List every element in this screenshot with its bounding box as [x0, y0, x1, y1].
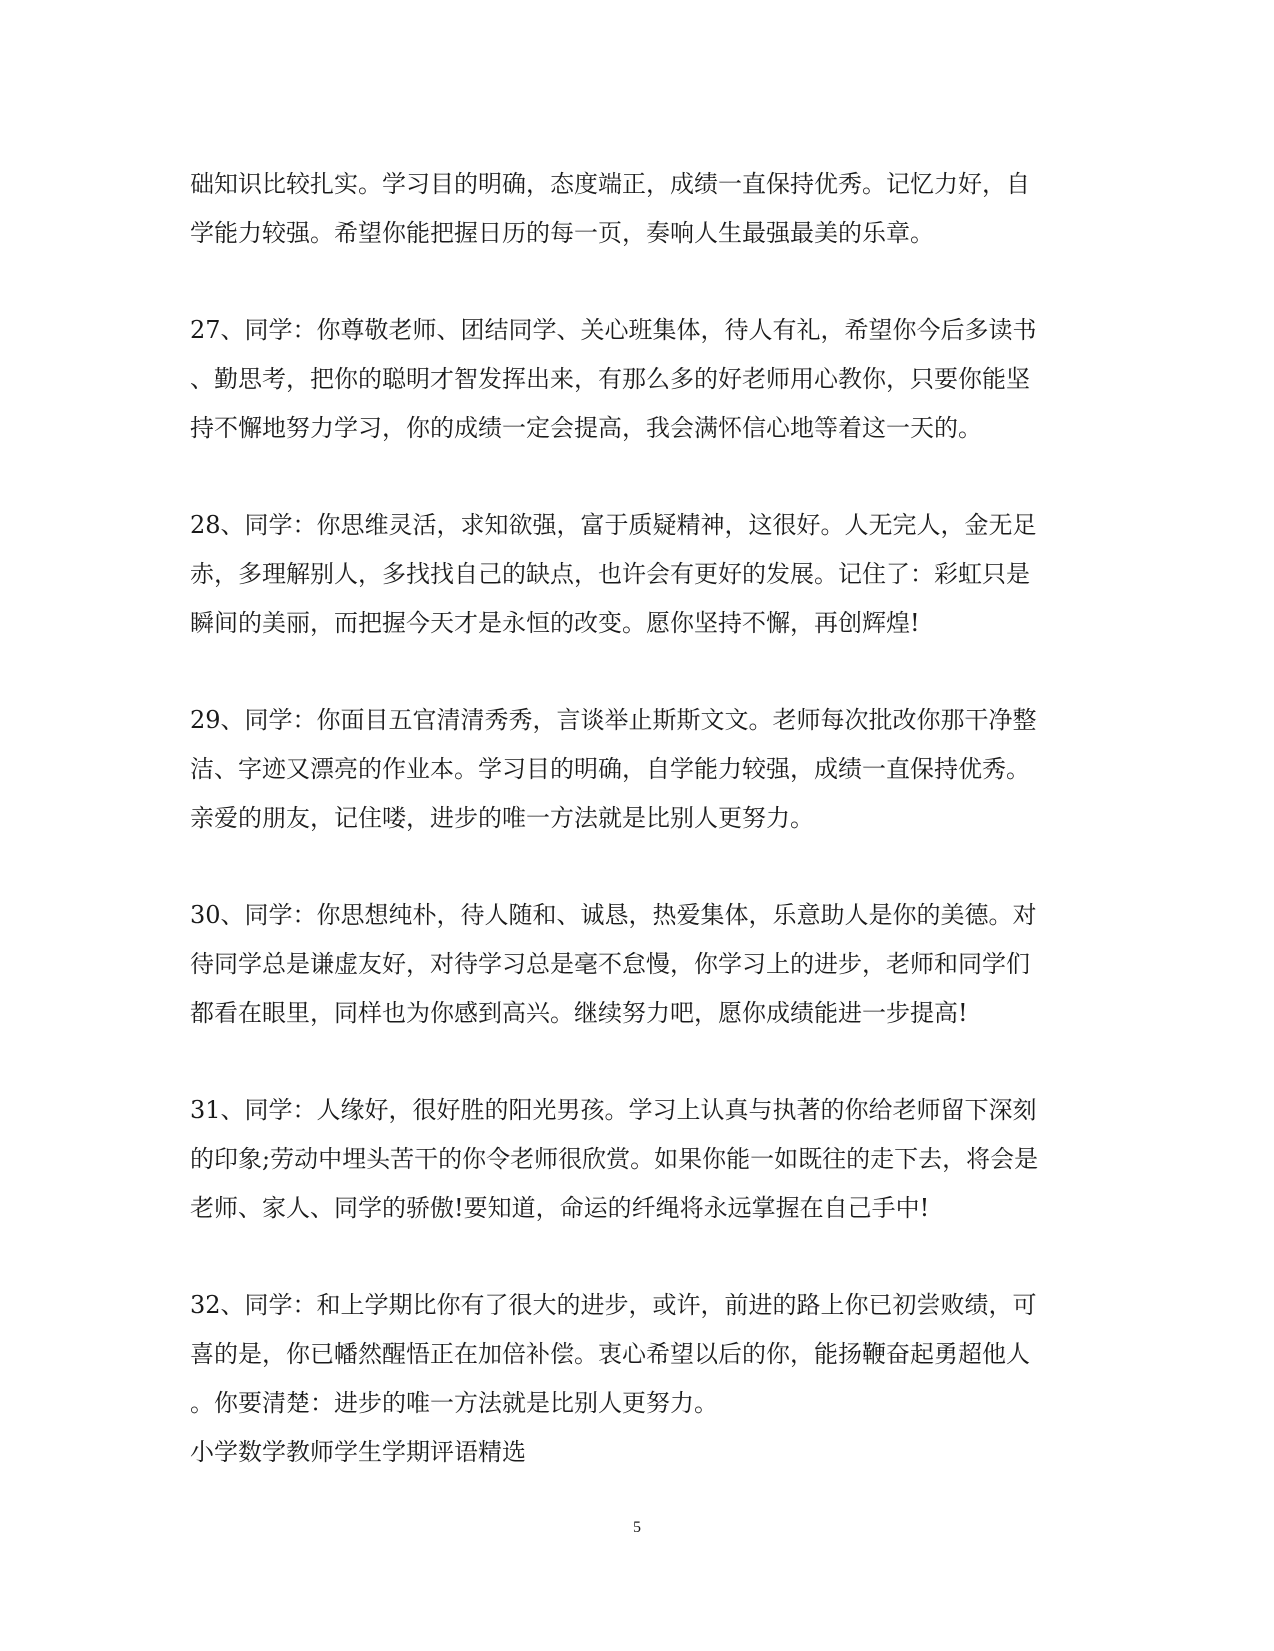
text-line: 都看在眼里，同样也为你感到高兴。继续努力吧，愿你成绩能进一步提高! — [190, 999, 968, 1027]
paragraph — [190, 1281, 1090, 1428]
paragraph — [190, 1086, 1090, 1233]
text-line: 喜的是，你已幡然醒悟正在加倍补偿。衷心希望以后的你，能扬鞭奋起勇超他人 — [190, 1340, 1030, 1368]
text-line: 础知识比较扎实。学习目的明确，态度端正，成绩一直保持优秀。记忆力好，自 — [190, 170, 1030, 198]
paragraph — [190, 696, 1090, 843]
text-line: 瞬间的美丽，而把握今天才是永恒的改变。愿你坚持不懈，再创辉煌! — [190, 609, 920, 637]
text-line: 、勤思考，把你的聪明才智发挥出来，有那么多的好老师用心教你，只要你能坚 — [190, 365, 1030, 393]
text-line: 持不懈地努力学习，你的成绩一定会提高，我会满怀信心地等着这一天的。 — [190, 414, 982, 442]
text-line: 老师、家人、同学的骄傲!要知道，命运的纤绳将永远掌握在自己手中! — [190, 1194, 930, 1222]
text-line: 赤，多理解别人，多找找自己的缺点，也许会有更好的发展。记住了：彩虹只是 — [190, 560, 1030, 588]
text-line: 。你要清楚：进步的唯一方法就是比别人更努力。 — [190, 1389, 718, 1417]
text-line: 洁、字迹又漂亮的作业本。学习目的明确，自学能力较强，成绩一直保持优秀。 — [190, 755, 1030, 783]
paragraph-gap — [190, 1233, 1090, 1281]
text-line: 28、同学：你思维灵活，求知欲强，富于质疑精神，这很好。人无完人，金无足 — [190, 511, 1037, 539]
paragraph-gap — [190, 843, 1090, 891]
document-footer-title: 小学数学教师学生学期评语精选 — [190, 1438, 526, 1466]
text-line: 27、同学：你尊敬老师、团结同学、关心班集体，待人有礼，希望你今后多读书 — [190, 316, 1037, 344]
text-line: 31、同学：人缘好，很好胜的阳光男孩。学习上认真与执著的你给老师留下深刻 — [190, 1096, 1037, 1124]
document-body — [190, 160, 1090, 1477]
paragraph — [190, 160, 1090, 258]
paragraph — [190, 501, 1090, 648]
text-line: 29、同学：你面目五官清清秀秀，言谈举止斯斯文文。老师每次批改你那干净整 — [190, 706, 1037, 734]
text-line: 30、同学：你思想纯朴，待人随和、诚恳，热爱集体，乐意助人是你的美德。对 — [190, 901, 1037, 929]
text-line: 32、同学：和上学期比你有了很大的进步，或许，前进的路上你已初尝败绩，可 — [190, 1291, 1037, 1319]
text-line: 待同学总是谦虚友好，对待学习总是毫不怠慢，你学习上的进步，老师和同学们 — [190, 950, 1030, 978]
paragraph-gap — [190, 258, 1090, 306]
paragraph-gap — [190, 453, 1090, 501]
paragraph-gap — [190, 648, 1090, 696]
paragraph — [190, 891, 1090, 1038]
text-line: 学能力较强。希望你能把握日历的每一页，奏响人生最强最美的乐章。 — [190, 219, 934, 247]
page-number: 5 — [633, 1519, 641, 1536]
paragraph-gap — [190, 1038, 1090, 1086]
text-line: 亲爱的朋友，记住喽，进步的唯一方法就是比别人更努力。 — [190, 804, 814, 832]
text-line: 的印象;劳动中埋头苦干的你令老师很欣赏。如果你能一如既往的走下去，将会是 — [190, 1145, 1039, 1173]
paragraph — [190, 306, 1090, 453]
